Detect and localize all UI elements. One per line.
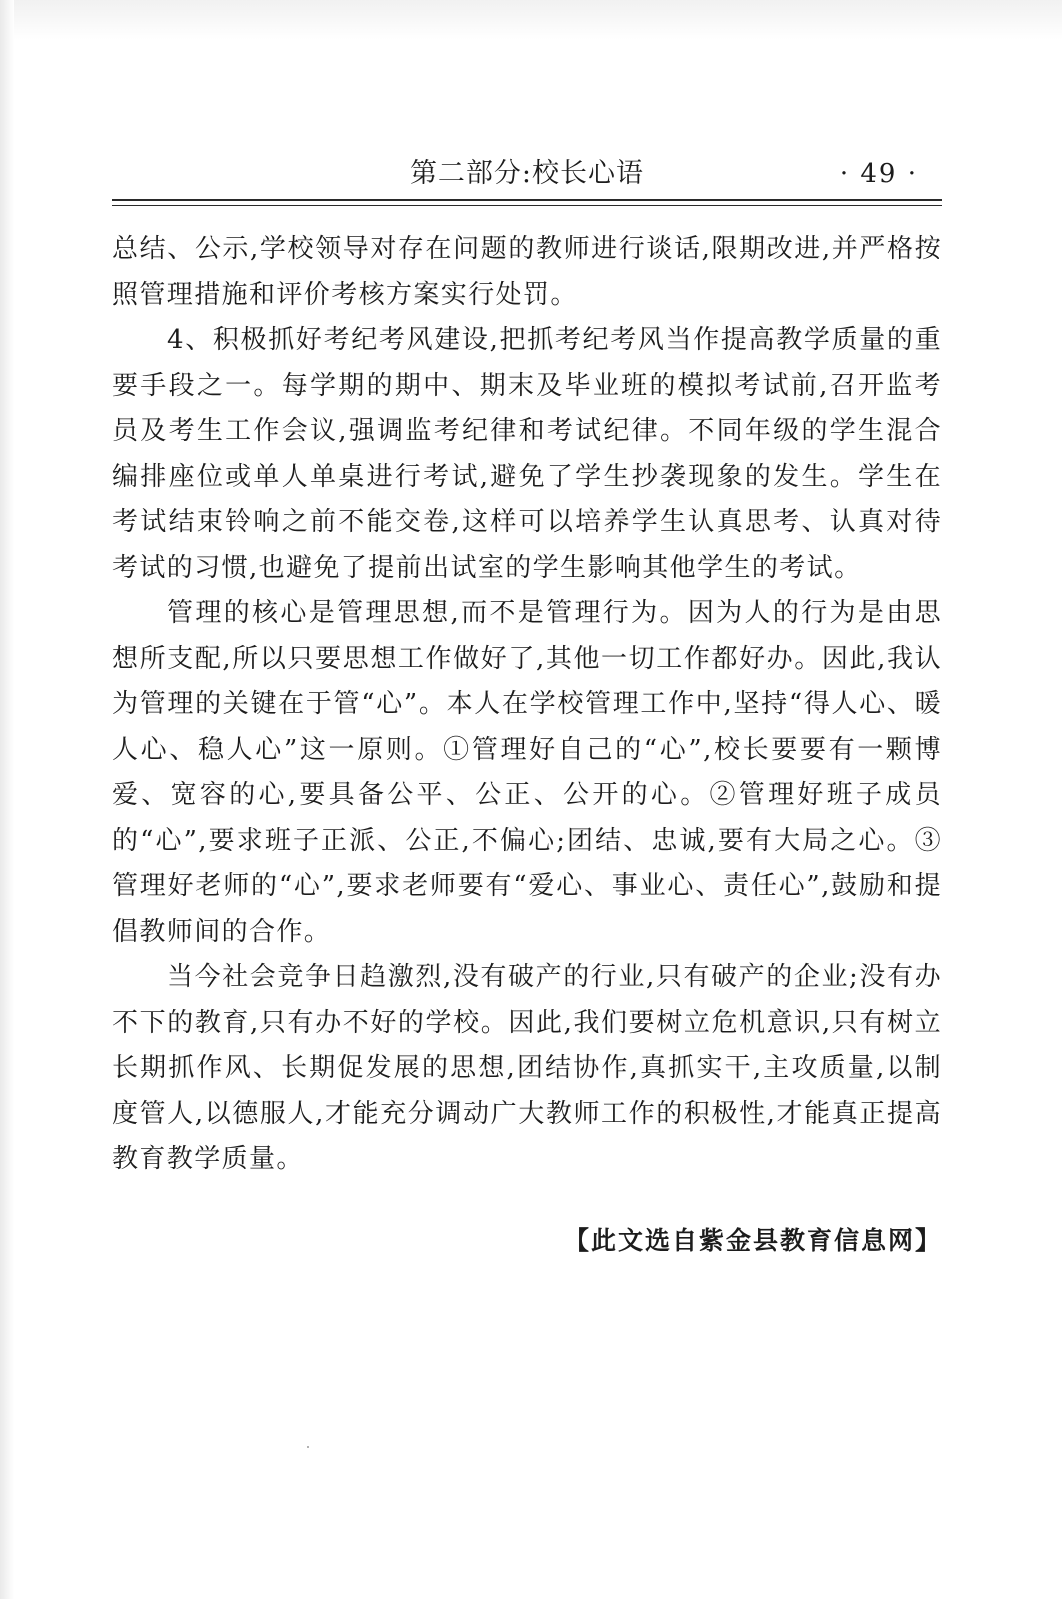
paragraph-competition: 当今社会竞争日趋激烈,没有破产的行业,只有破产的企业;没有办不下的教育,只有办不好的学校。因此,我们要树立危机意识,只有树立长期抓作风、长期促发展的思想,团结协作,真抓实干,主攻质量,以制度管人,以德服人,才能充分调动广大教师工作的积极性,才能真正提高教育教学质量。 [112, 962, 942, 1174]
paragraph-continued: 总结、公示,学校领导对存在问题的教师进行谈话,限期改进,并严格按照管理措施和评价考核方案实行处罚。 [112, 234, 942, 310]
page-number: · 49 · [839, 159, 918, 189]
paragraph-management-heart: 管理的核心是管理思想,而不是管理行为。因为人的行为是由思想所支配,所以只要思想工作做好了,其他一切工作都好办。因此,我认为管理的关键在于管“心”。本人在学校管理工作中,坚持“得人心、暖人心、稳人心”这一原则。①管理好自己的“心”,校长要要有一颗博爱、宽容的心,要具备公平、公正、公开的心。②管理好班子成员的“心”,要求班子正派、公正,不偏心;团结、忠诚,要有大局之心。③管理好老师的“心”,要求老师要有“爱心、事业心、责任心”,鼓励和提倡教师间的合作。 [112, 598, 942, 947]
scan-shadow-top [0, 0, 1062, 40]
header-rule-thick [112, 199, 942, 201]
scan-speck [307, 1446, 309, 1448]
header-rule-thin [112, 205, 942, 206]
section-title: 第二部分:校长心语 [409, 158, 645, 189]
scan-shadow-left [0, 0, 14, 1599]
source-note: 【此文选自紫金县教育信息网】 [563, 1226, 942, 1255]
paragraph-exam-discipline: 4、积极抓好考纪考风建设,把抓考纪考风当作提高教学质量的重要手段之一。每学期的期中、期末及毕业班的模拟考试前,召开监考员及考生工作会议,强调监考纪律和考试纪律。不同年级的学生混合编排座位或单人单桌进行考试,避免了学生抄袭现象的发生。学生在考试结束铃响之前不能交卷,这样可以培养学生认真思考、认真对待考试的习惯,也避免了提前出试室的学生影响其他学生的考试。 [112, 325, 942, 583]
body-text [112, 227, 942, 1183]
running-head [112, 154, 942, 194]
